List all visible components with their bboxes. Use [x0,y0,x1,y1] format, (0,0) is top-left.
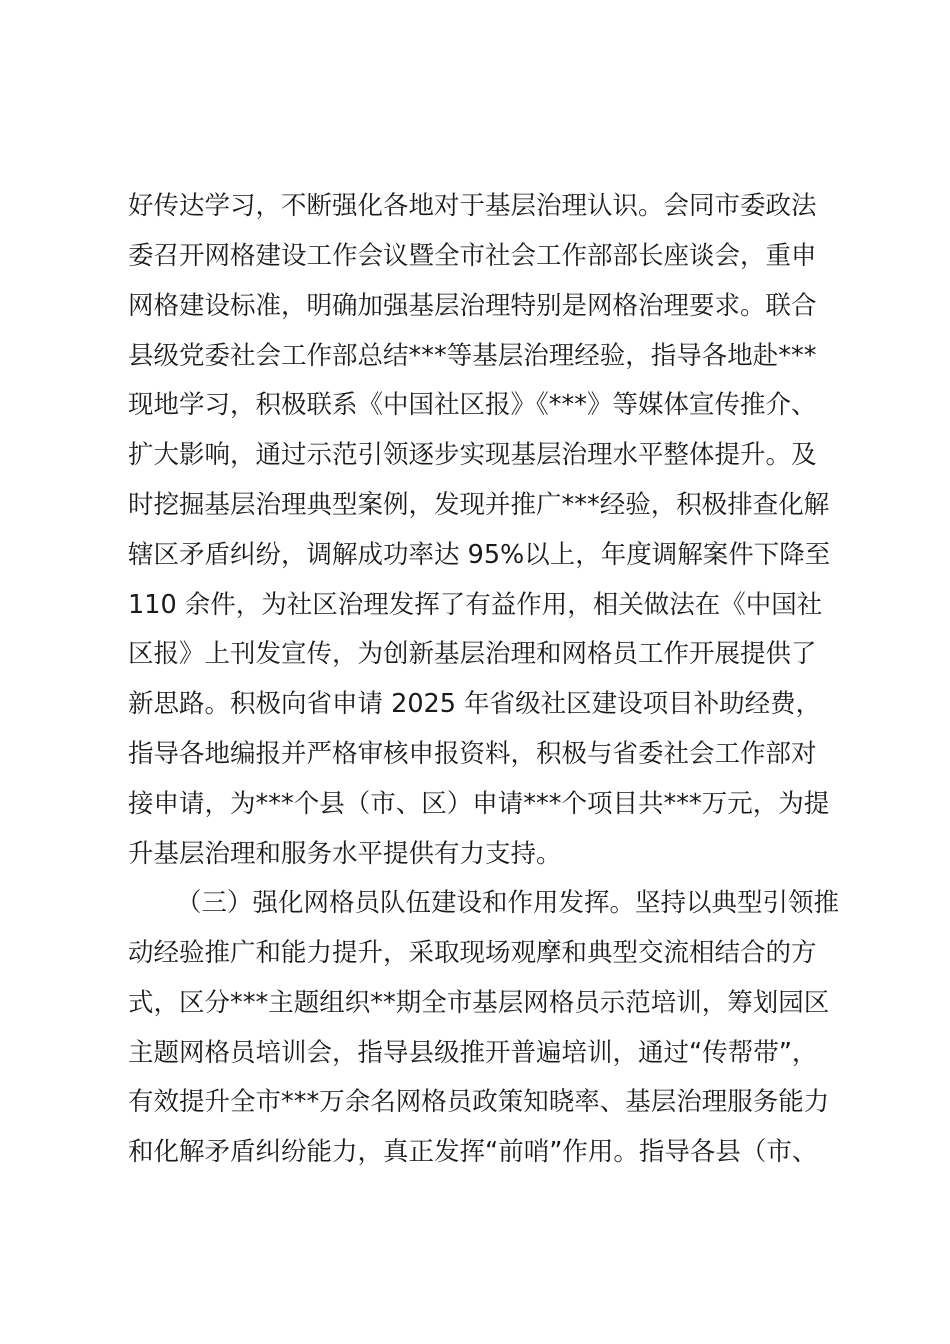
text-line: 有效提升全市***万余名网格员政策知晓率、基层治理服务能力 [128,1087,830,1117]
section-heading-line: （三）强化网格员队伍建设和作用发挥。坚持以典型引领推 [176,888,840,918]
text-line: 式，区分***主题组织**期全市基层网格员示范培训，筹划园区 [128,988,830,1018]
text-line: 现地学习，积极联系《中国社区报》《***》等媒体宣传推介、 [128,390,817,420]
text-line: 动经验推广和能力提升，采取现场观摩和典型交流相结合的方 [128,938,817,968]
text-line: 主题网格员培训会，指导县级推开普遍培训，通过“传帮带”， [128,1038,818,1068]
text-line: 好传达学习，不断强化各地对于基层治理认识。会同市委政法 [128,191,817,221]
text-line: 县级党委社会工作部总结***等基层治理经验，指导各地赴*** [128,341,817,371]
text-line: 委召开网格建设工作会议暨全市社会工作部部长座谈会，重申 [128,241,817,271]
text-line: 区报》上刊发宣传，为创新基层治理和网格员工作开展提供了 [128,639,817,669]
text-line: 网格建设标准，明确加强基层治理特别是网格治理要求。联合 [128,291,817,321]
text-line: 接申请，为***个县（市、区）申请***个项目共***万元，为提 [128,789,830,819]
text-line: 辖区矛盾纠纷，调解成功率达 95%以上，年度调解案件下降至 [128,540,831,570]
text-line: 扩大影响，通过示范引领逐步实现基层治理水平整体提升。及 [128,440,817,470]
text-line: 和化解矛盾纠纷能力，真正发挥“前哨”作用。指导各县（市、 [128,1137,818,1167]
text-line: 110 余件，为社区治理发挥了有益作用，相关做法在《中国社 [128,590,823,620]
text-line: 新思路。积极向省申请 2025 年省级社区建设项目补助经费， [128,689,822,719]
text-line: 升基层治理和服务水平提供有力支持。 [128,839,562,869]
text-line: 指导各地编报并严格审核申报资料，积极与省委社会工作部对 [128,739,817,769]
text-line: 时挖掘基层治理典型案例，发现并推广***经验，积极排查化解 [128,490,830,520]
